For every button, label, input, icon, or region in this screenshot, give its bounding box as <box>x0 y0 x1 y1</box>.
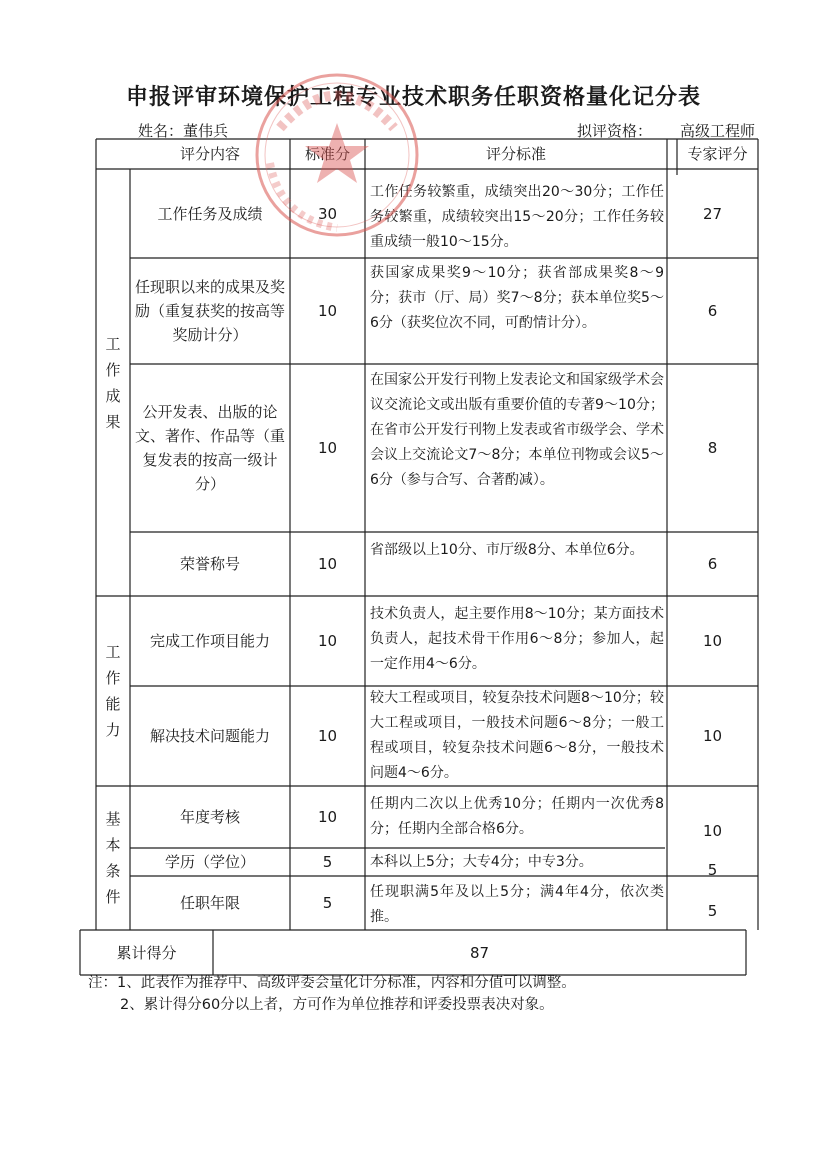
group-char: 能 <box>105 695 121 713</box>
row-criteria: 较大工程或项目，较复杂技术问题8～10分；较大工程或项目，一般技术问题6～8分；一般工程或项目，较复杂技术问题6～8分，一般技术问题4～6分。 <box>370 690 664 781</box>
total-value: 87 <box>469 943 490 962</box>
group-char: 基 <box>105 810 121 828</box>
group-work-results <box>97 169 129 596</box>
row-item: 解决技术问题能力 <box>149 727 270 745</box>
row-score: 10 <box>702 822 723 840</box>
header-standard-score: 标准分 <box>304 145 350 163</box>
row-score: 6 <box>707 302 718 320</box>
group-char: 件 <box>105 888 121 906</box>
row-criteria: 本科以上5分；大专4分；中专3分。 <box>370 854 593 870</box>
row-item: 完成工作项目能力 <box>149 632 270 650</box>
group-work-ability <box>97 596 129 786</box>
applicant-name <box>138 120 228 141</box>
group-char: 本 <box>105 836 121 854</box>
page-title: 申报评审环境保护工程专业技术职务任职资格量化记分表 <box>125 85 701 110</box>
row-criteria: 技术负责人，起主要作用8～10分；某方面技术负责人，起技术骨干作用6～8分；参加人，起一定作用4～6分。 <box>370 606 664 672</box>
row-criteria: 任期内二次以上优秀10分；任期内一次优秀8分；任期内全部合格6分。 <box>370 796 664 837</box>
row-score: 10 <box>702 727 723 745</box>
header-criteria: 评分标准 <box>485 145 546 163</box>
row-item: 学历（学位） <box>164 853 255 871</box>
group-basic-conditions <box>97 786 129 930</box>
row-standard: 10 <box>317 808 338 826</box>
applicant-level <box>577 120 755 141</box>
row-item: 荣誉称号 <box>179 555 240 573</box>
row-item: 公开发表、出版的论文、著作、作品等（重复发表的按高一级计分） <box>134 403 285 493</box>
group-char: 工 <box>105 334 121 353</box>
group-char: 果 <box>105 412 121 431</box>
row-score: 5 <box>707 861 718 879</box>
row-standard: 30 <box>317 204 338 223</box>
row-standard: 5 <box>322 894 333 912</box>
row-item: 工作任务及成绩 <box>157 204 263 223</box>
notes <box>88 972 576 1016</box>
row-score: 8 <box>707 439 718 457</box>
row-criteria: 任现职满5年及以上5分；满4年4分，依次类推。 <box>370 884 664 925</box>
row-standard: 10 <box>317 302 338 320</box>
row-standard: 10 <box>317 439 338 457</box>
row-standard: 5 <box>322 853 333 871</box>
row-score: 10 <box>702 632 723 650</box>
group-char: 力 <box>105 721 121 739</box>
group-char: 作 <box>105 669 121 687</box>
row-criteria: 获国家成果奖9～10分；获省部成果奖8～9分；获市（厅、局）奖7～8分；获本单位奖5～6分（获奖位次不同，可酌情计分）。 <box>370 265 664 331</box>
group-char: 条 <box>105 862 121 880</box>
name-value: 董伟兵 <box>183 122 229 140</box>
row-standard: 10 <box>317 555 338 573</box>
row-criteria: 在国家公开发行刊物上发表论文和国家级学术会议交流论文或出版有重要价值的专著9～10分；在省市公开发行刊物上发表或省市级学会、学术会议上交流论文7～8分；本单位刊物或会议5～6分（参与合写、合著酌减）。 <box>370 372 664 488</box>
row-score: 5 <box>707 902 718 920</box>
note-1: 注：1、此表作为推荐中、高级评委会量化计分标准，内容和分值可以调整。 <box>88 975 576 991</box>
name-label: 姓名： <box>138 122 184 140</box>
row-criteria: 工作任务较繁重，成绩突出20～30分；工作任务较繁重，成绩较突出15～20分；工作任务较重成绩一般10～15分。 <box>370 184 664 250</box>
row-standard: 10 <box>317 632 338 650</box>
row-item: 任现职以来的成果及奖励（重复获奖的按高等奖励计分） <box>134 278 285 344</box>
level-label: 拟评资格： <box>576 122 652 140</box>
row-item: 年度考核 <box>179 808 240 826</box>
row-score: 27 <box>702 204 723 223</box>
group-char: 工 <box>105 643 121 661</box>
level-value: 高级工程师 <box>679 122 755 140</box>
group-char: 作 <box>105 360 121 379</box>
row-standard: 10 <box>317 727 338 745</box>
total-label: 累计得分 <box>116 943 177 962</box>
row-score: 6 <box>707 555 718 573</box>
header-expert-score: 专家评分 <box>687 145 748 163</box>
row-criteria: 省部级以上10分、市厅级8分、本单位6分。 <box>370 542 644 558</box>
row-item: 任职年限 <box>179 894 240 912</box>
note-2: 2、累计得分60分以上者，方可作为单位推荐和评委投票表决对象。 <box>120 997 554 1013</box>
header-content: 评分内容 <box>179 145 240 163</box>
group-char: 成 <box>105 386 121 405</box>
